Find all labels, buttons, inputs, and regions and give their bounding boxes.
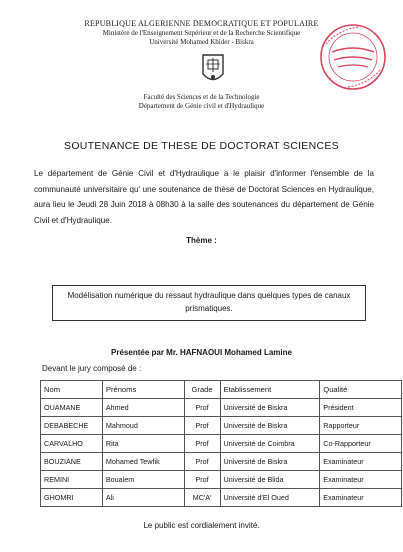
jury-intro: Devant le jury composé de : xyxy=(42,364,142,373)
university-heading: Université Mohamed Khider - Biskra xyxy=(149,38,254,46)
jury-table xyxy=(40,380,402,507)
jury-grade: MC'A' xyxy=(184,489,220,507)
jury-etablissement: Université de Biskra xyxy=(220,399,320,417)
university-logo-icon xyxy=(200,52,226,88)
jury-grade: Prof xyxy=(184,453,220,471)
jury-qualite: Examinateur xyxy=(320,489,402,507)
jury-grade: Prof xyxy=(184,399,220,417)
jury-etablissement: Université de Coimbra xyxy=(220,435,320,453)
header-nom: Nom xyxy=(41,381,103,399)
jury-header-row xyxy=(41,381,402,399)
thesis-theme: Modélisation numérique du ressaut hydraulique dans quelques types de canaux prismatiques. xyxy=(67,291,351,313)
jury-qualite: Rapporteur xyxy=(320,417,402,435)
department-stamp-icon xyxy=(318,22,388,92)
jury-etablissement: Université de Blida xyxy=(220,471,320,489)
jury-nom: DEBABECHE xyxy=(41,417,103,435)
jury-qualite: Président xyxy=(320,399,402,417)
jury-grade: Prof xyxy=(184,417,220,435)
department-name: Département de Génie civil et d'Hydraulique xyxy=(138,102,265,110)
jury-etablissement: Université d'El Oued xyxy=(220,489,320,507)
table-row xyxy=(41,435,402,453)
table-row xyxy=(41,399,402,417)
faculty-name: Faculté des Sciences et de la Technologie xyxy=(143,93,260,101)
jury-grade: Prof xyxy=(184,471,220,489)
header-etablissement: Etablissement xyxy=(220,381,320,399)
table-row xyxy=(41,417,402,435)
jury-nom: GHOMRI xyxy=(41,489,103,507)
jury-nom: CARVALHO xyxy=(41,435,103,453)
header-prenoms: Prénoms xyxy=(102,381,184,399)
jury-prenoms: Boualem xyxy=(102,471,184,489)
jury-qualite: Examinateur xyxy=(320,471,402,489)
table-row xyxy=(41,471,402,489)
jury-etablissement: Université de Biskra xyxy=(220,417,320,435)
jury-prenoms: Ahmed xyxy=(102,399,184,417)
header-grade: Grade xyxy=(184,381,220,399)
jury-grade: Prof xyxy=(184,435,220,453)
jury-etablissement: Université de Biskra xyxy=(220,453,320,471)
announcement-paragraph: Le département de Génie Civil et d'Hydraulique a le plaisir d'informer l'ensemble de la communauté universitaire qu' une soutenance de thèse de Doctorat Sciences en Hydraulique, aura lieu le Jeudi 28 Juin 2018 à 08h30 à la salle des soutenances du département de Génie Civil et d'Hydraulique. xyxy=(34,169,374,226)
jury-nom: BOUZIANE xyxy=(41,453,103,471)
presenter-line: Présentée par Mr. HAFNAOUI Mohamed Lamine xyxy=(111,348,292,357)
jury-prenoms: Ali xyxy=(102,489,184,507)
jury-nom: REMINI xyxy=(41,471,103,489)
table-row xyxy=(41,489,402,507)
jury-qualite: Co-Rapporteur xyxy=(320,435,402,453)
jury-prenoms: Rita xyxy=(102,435,184,453)
header-qualite: Qualité xyxy=(320,381,402,399)
closing-note: Le public est cordialement invité. xyxy=(143,521,260,530)
jury-prenoms: Mohamed Tewfik xyxy=(102,453,184,471)
theme-label: Thème : xyxy=(186,236,217,245)
ministry-heading: Ministère de l'Enseignement Supérieur et de la Recherche Scientifique xyxy=(102,29,301,37)
jury-qualite: Examinateur xyxy=(320,453,402,471)
jury-prenoms: Mahmoud xyxy=(102,417,184,435)
page-title: SOUTENANCE DE THESE DE DOCTORAT SCIENCES xyxy=(64,140,339,152)
republic-heading: REPUBLIQUE ALGERIENNE DEMOCRATIQUE ET POPULAIRE xyxy=(84,19,319,28)
table-row xyxy=(41,453,402,471)
jury-nom: OUAMANE xyxy=(41,399,103,417)
